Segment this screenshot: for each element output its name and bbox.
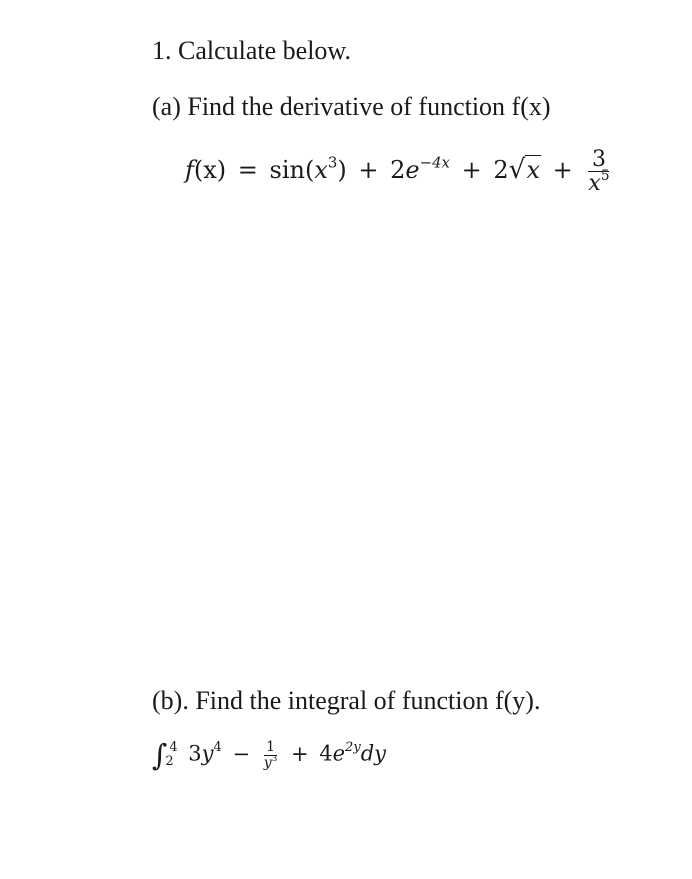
eq-a-sin-arg: x <box>314 156 328 185</box>
eq-a-sqrt-coef: 2 <box>493 156 509 185</box>
integral-limits <box>165 741 177 770</box>
eq-a-plus-2: + <box>461 156 482 185</box>
part-a-prompt: (a) Find the derivative of function f(x) <box>152 92 551 121</box>
eq-a-plus-1: + <box>358 156 379 185</box>
integral-lower-limit: 2 <box>165 754 174 770</box>
eq-a-sin: sin( <box>269 156 315 185</box>
eq-a-frac-numerator: 3 <box>588 148 609 172</box>
eq-b-frac-numerator: 1 <box>264 740 277 756</box>
eq-b-term1-var: y <box>201 741 214 766</box>
eq-b-term3-base: e <box>332 741 346 766</box>
eq-b-minus: − <box>232 741 251 766</box>
eq-b-term1-coef: 3 <box>188 741 202 766</box>
eq-a-frac-denominator <box>588 168 610 197</box>
eq-a-frac-den-power: 5 <box>600 168 610 185</box>
eq-a-exp-base: e <box>405 156 420 185</box>
eq-a-sqrt <box>509 154 541 185</box>
eq-b-frac-den-power: 3 <box>271 753 278 764</box>
integral-equation <box>152 738 386 772</box>
eq-b-term3-power: 2y <box>345 740 361 756</box>
eq-a-equals: = <box>237 156 258 185</box>
eq-b-frac-den-var: y <box>263 754 272 771</box>
eq-b-plus: + <box>290 741 309 766</box>
eq-a-sin-close: ) <box>337 156 347 185</box>
derivative-equation <box>185 148 609 195</box>
eq-a-sin-power: 3 <box>327 153 338 172</box>
eq-b-differential: dy <box>360 741 386 766</box>
eq-b-term3-coef: 4 <box>319 741 333 766</box>
integral-upper-limit: 4 <box>169 739 178 755</box>
eq-a-function-arg: (x) <box>193 156 227 185</box>
sqrt-symbol: √ <box>508 154 526 186</box>
eq-b-frac-denominator <box>263 753 278 771</box>
question-title: 1. Calculate below. <box>152 36 352 65</box>
part-b-prompt: (b). Find the integral of function f(y). <box>152 686 541 715</box>
eq-a-fraction <box>588 148 609 195</box>
eq-a-plus-3: + <box>552 156 573 185</box>
eq-a-exp-coef: 2 <box>390 156 406 185</box>
eq-b-fraction <box>264 740 277 770</box>
eq-b-term1-power: 4 <box>213 740 222 756</box>
eq-a-sqrt-arg: x <box>526 156 540 185</box>
eq-a-exp-power: −4x <box>419 153 450 172</box>
integral-symbol: ∫ <box>152 738 168 772</box>
eq-a-frac-den-var: x <box>588 171 601 197</box>
eq-a-function-name: f <box>185 156 194 185</box>
